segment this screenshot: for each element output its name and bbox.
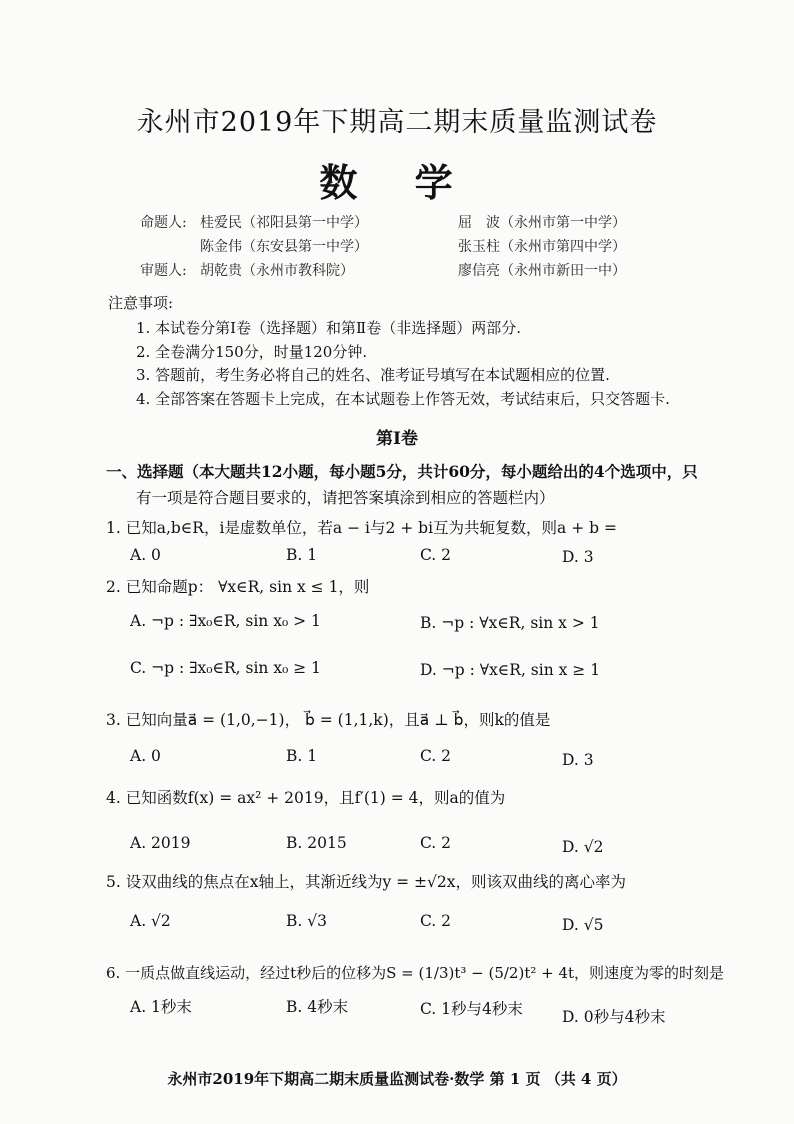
option-a: A. √2 [130, 912, 171, 930]
exam-title: 永州市2019年下期高二期末质量监测试卷 [136, 107, 658, 138]
part-heading: 第Ⅰ卷 [376, 429, 418, 449]
option-d: D. √2 [562, 838, 604, 856]
notice-item: 2. 全卷满分150分，时量120分钟. [136, 343, 368, 361]
option-b: B. 4秒末 [286, 998, 349, 1016]
option-c: C. 2 [420, 834, 452, 852]
notice-item: 1. 本试卷分第Ⅰ卷（选择题）和第Ⅱ卷（非选择题）两部分. [136, 319, 521, 337]
option-a: A. ¬p : ∃x₀∈R, sin x₀ > 1 [130, 612, 321, 630]
option-d: D. ¬p : ∀x∈R, sin x ≥ 1 [420, 661, 601, 679]
option-c: C. 2 [420, 912, 452, 930]
option-a: A. 1秒末 [130, 998, 192, 1016]
option-c: C. 1秒与4秒末 [420, 1000, 523, 1018]
proposer-3: 屈 波（永州市第一中学） [458, 215, 626, 231]
option-b: B. 1 [286, 546, 318, 564]
option-b: B. √3 [286, 912, 327, 930]
proposer-4: 张玉柱（永州市第四中学） [458, 239, 626, 255]
option-d: D. 3 [562, 548, 594, 566]
option-b: B. 2015 [286, 834, 347, 852]
option-c: C. ¬p : ∃x₀∈R, sin x₀ ≥ 1 [130, 659, 321, 677]
section-line-2: 有一项是符合题目要求的，请把答案填涂到相应的答题栏内） [136, 489, 555, 507]
question-stem: 1. 已知a,b∈R，i是虚数单位，若a − i与2 + bi互为共轭复数，则a + b = [106, 519, 617, 537]
question-stem: 6. 一质点做直线运动，经过t秒后的位移为S = (1/3)t³ − (5/2)t² + 4t，则速度为零的时刻是 [106, 964, 725, 982]
notice-item: 4. 全部答案在答题卡上完成，在本试题卷上作答无效，考试结束后，只交答题卡. [136, 390, 670, 408]
notice-item: 3. 答题前，考生务必将自己的姓名、准考证号填写在本试题相应的位置. [136, 366, 610, 384]
proposer-1: 桂爱民（祁阳县第一中学） [200, 215, 368, 231]
page-footer: 永州市2019年下期高二期末质量监测试卷·数学 第 1 页 （共 4 页） [167, 1070, 627, 1088]
subject-title: 数 学 [319, 160, 475, 205]
option-a: A. 2019 [130, 834, 191, 852]
option-b: B. 1 [286, 747, 318, 765]
question-stem: 5. 设双曲线的焦点在x轴上，其渐近线为y = ±√2x，则该双曲线的离心率为 [106, 873, 627, 891]
option-a: A. 0 [130, 546, 161, 564]
proposers-label: 命题人: [140, 215, 187, 231]
option-d: D. 0秒与4秒末 [562, 1008, 666, 1026]
option-c: C. 2 [420, 546, 452, 564]
question-stem: 4. 已知函数f(x) = ax² + 2019，且f′(1) = 4，则a的值为 [106, 789, 506, 807]
option-d: D. √5 [562, 916, 604, 934]
proposer-5: 廖信亮（永州市新田一中） [458, 263, 626, 279]
proposer-2: 陈金伟（东安县第一中学） [200, 239, 368, 255]
section-line-1: 一、选择题（本大题共12小题，每小题5分，共计60分，每小题给出的4个选项中，只 [106, 462, 698, 481]
reviewer-label: 审题人: [140, 263, 187, 279]
question-stem: 3. 已知向量a⃗ = (1,0,−1)， b⃗ = (1,1,k)，且a⃗ ⊥ b⃗，则k的值是 [106, 711, 551, 729]
option-c: C. 2 [420, 747, 452, 765]
notice-heading: 注意事项: [108, 294, 174, 312]
question-stem: 2. 已知命题p： ∀x∈R, sin x ≤ 1，则 [106, 578, 370, 596]
option-a: A. 0 [130, 747, 161, 765]
reviewer-1: 胡乾贵（永州市教科院） [200, 263, 354, 279]
option-b: B. ¬p : ∀x∈R, sin x > 1 [420, 614, 600, 632]
option-d: D. 3 [562, 751, 594, 769]
